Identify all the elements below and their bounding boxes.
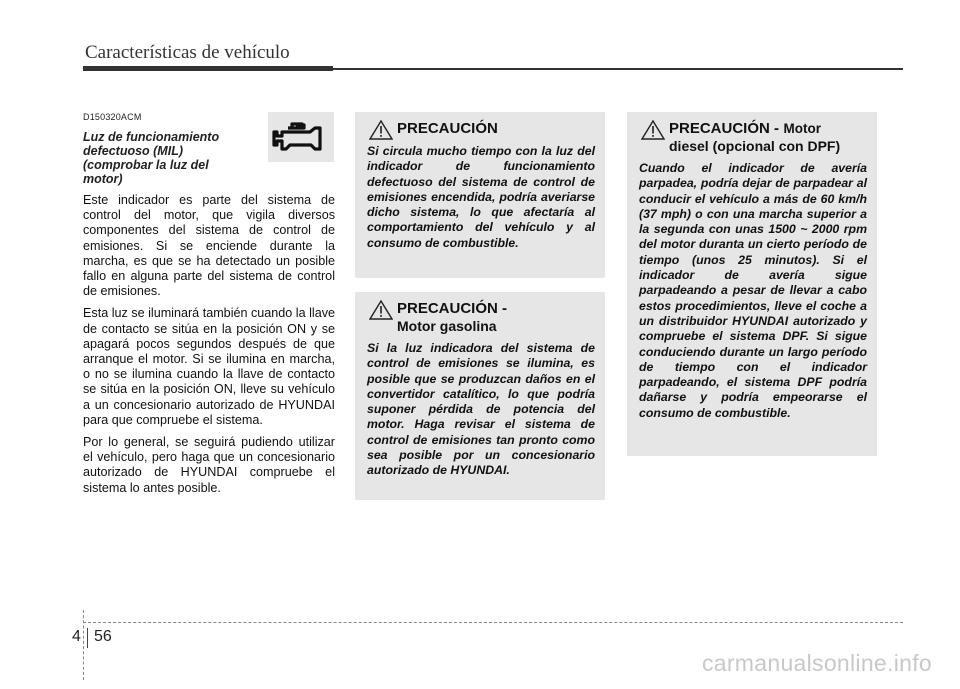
caution-header [367, 300, 595, 335]
page-number: 56 [94, 628, 112, 645]
warning-triangle-icon [369, 300, 393, 320]
caution-text: Si circula mucho tiempo con la luz del indicador de funcionamiento defectuoso del sistema de control de emisiones encendida, podría averiarse dicho sistema, lo que afectaría al comportamiento del vehículo y al consumo de combustible. [367, 144, 595, 250]
caution-title-suffix: Motor [783, 121, 821, 136]
page-header-title: Características de vehículo [85, 42, 290, 63]
caution-header [639, 120, 867, 155]
body-paragraph: Esta luz se iluminará también cuando la llave de contacto se sitúa en la posición ON y se apagará pocos segundos después de que arranque el motor. Si se ilumina en marcha, o no se ilumina cuando la llave de contacto se sitúa en la posición ON, lleve su vehículo a un concesionario autorizado de HYUNDAI para que compruebe el sistema. [83, 306, 336, 427]
watermark: carmanualsonline.info [701, 650, 932, 676]
chapter-number: 4 [72, 628, 81, 645]
footer-rule [83, 622, 903, 623]
caution-box-diesel [627, 112, 877, 456]
caution-title: PRECAUCIÓN - [669, 120, 780, 137]
engine-check-icon [268, 112, 334, 162]
caution-title: PRECAUCIÓN - [397, 300, 508, 317]
caution-title: PRECAUCIÓN [397, 120, 498, 137]
caution-text: Si la luz indicadora del sistema de control de emisiones se ilumina, es posible que se produzcan daños en el convertidor catalítico, lo que podría suponer pérdida de potencia del motor. Haga revisar el sistema de control de emisiones tan pronto como sea posible por un concesionario autorizado de HYUNDAI. [367, 341, 595, 478]
caution-box-general [355, 112, 605, 278]
section-column [83, 112, 335, 496]
page-number-separator [87, 628, 88, 648]
subtitle-line: defectuoso (MIL) [83, 144, 183, 158]
body-paragraph: Este indicador es parte del sistema de control del motor, que vigila diversos componentes del sistema de control de emisiones. Si se enciende durante la marcha, es que se ha detectado un posible fallo en alguna parte del sistema de control de emisiones. [83, 193, 335, 299]
section-subtitle [83, 130, 243, 186]
caution-header [367, 120, 595, 138]
footer-vertical-rule [83, 610, 84, 680]
subtitle-line: motor) [83, 172, 123, 186]
warning-triangle-icon [641, 120, 665, 140]
caution-box-gasoline [355, 292, 605, 500]
engine-check-icon-box [268, 112, 334, 162]
caution-subtitle: diesel (opcional con DPF) [669, 138, 841, 154]
caution-subtitle: Motor gasolina [397, 318, 497, 334]
body-paragraph: Por lo general, se seguirá pudiendo utilizar el vehículo, pero haga que un concesionario autorizado de HYUNDAI compruebe el sistema lo antes posible. [83, 435, 335, 495]
warning-triangle-icon [369, 120, 393, 140]
section-code: D150320ACM [83, 112, 142, 122]
subtitle-line: (comprobar la luz del [83, 158, 209, 172]
section-body [83, 193, 335, 496]
header-rule [83, 66, 333, 71]
caution-text: Cuando el indicador de avería parpadea, podría dejar de parpadear al conducir el vehículo a más de 60 km/h (37 mph) o con una marcha superior a la segunda con unas 1500 ~ 2000 rpm del motor duranta un cierto período de tiempo (unos 25 minutos). Si el indicador de avería sigue parpadeando a pesar de llevar a cabo estos procedimientos, lleve el coche a un distribuidor HYUNDAI autorizado y compruebe el sistema DPF. Si sigue conduciendo durante un largo período de tiempo con el indicador parpadeando, el sistema DPF podría dañarse y podría empeorarse el consumo de combustible. [639, 161, 867, 420]
subtitle-line: Luz de funcionamiento [83, 130, 220, 144]
header-rule-thin [333, 68, 903, 70]
